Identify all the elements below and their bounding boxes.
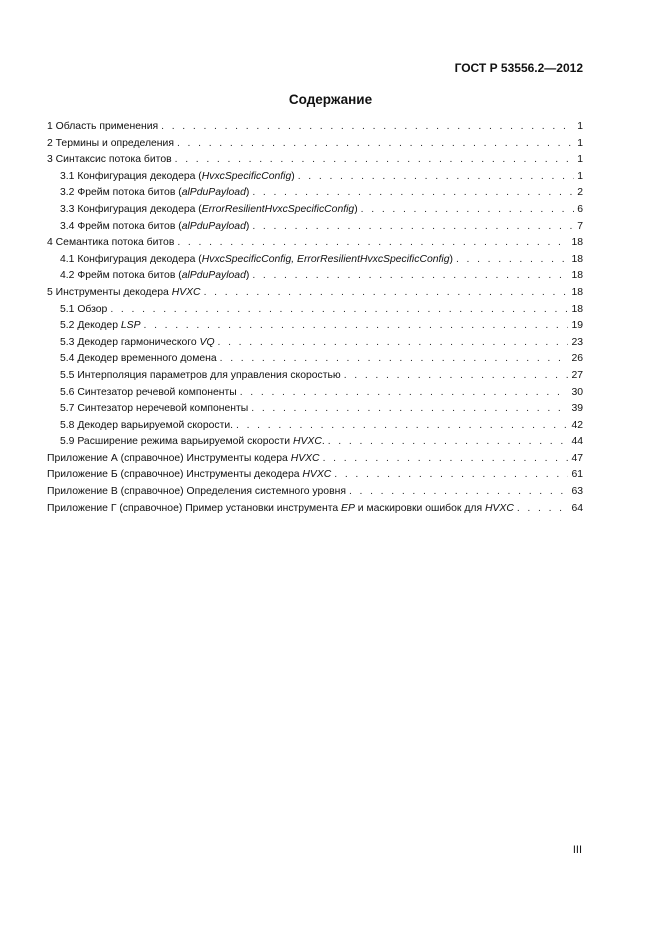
toc-entry	[47, 268, 583, 285]
toc-entry-title-part: Приложение В (справочное) Определения системного уровня	[47, 486, 346, 498]
toc-entry	[47, 351, 583, 368]
toc-entry-page: 23	[571, 336, 583, 348]
toc-dot-leader	[334, 467, 568, 484]
toc-entry-title-part: 3.4 Фрейм потока битов (	[60, 220, 182, 232]
toc-entry	[47, 302, 583, 319]
toc-entry	[47, 169, 583, 186]
toc-entry-title-part: 3.1 Конфигурация декодера (	[60, 170, 202, 182]
toc-entry-title-part: Приложение А (справочное) Инструменты кодера	[47, 452, 291, 464]
toc-entry	[47, 136, 583, 153]
toc-entry-page: 61	[571, 469, 583, 481]
toc-entry	[47, 335, 583, 352]
toc-entry-title	[60, 335, 215, 352]
toc-entry-title	[60, 368, 341, 385]
toc-entry-page: 30	[571, 386, 583, 398]
toc-dot-leader	[252, 268, 568, 285]
table-of-contents	[47, 119, 583, 517]
toc-entry-page: 7	[577, 220, 583, 232]
toc-entry-title-italic-part: alPduPayload	[181, 187, 246, 199]
toc-entry-title	[47, 484, 346, 501]
toc-entry-title-italic-part: LSP	[120, 320, 141, 332]
toc-entry-page: 6	[577, 203, 583, 215]
toc-entry	[47, 434, 583, 451]
toc-entry-title-part: Приложение Г (справочное) Пример установки инструмента	[47, 502, 342, 514]
toc-entry-title-part: )	[354, 203, 358, 215]
toc-entry	[47, 119, 583, 136]
toc-dot-leader	[251, 401, 568, 418]
toc-entry-title	[60, 418, 233, 435]
toc-entry-title	[60, 252, 453, 269]
toc-entry-page: 18	[571, 270, 583, 282]
toc-entry-title	[60, 385, 237, 402]
toc-entry-title	[60, 351, 217, 368]
toc-entry-title	[47, 152, 172, 169]
toc-entry-title	[60, 268, 249, 285]
toc-entry-title-part: )	[245, 270, 250, 282]
toc-entry-page: 47	[571, 452, 583, 464]
toc-entry-page: 63	[571, 486, 583, 498]
toc-dot-leader	[349, 484, 568, 501]
toc-entry-title-italic-part: VQ	[199, 336, 215, 348]
toc-entry	[47, 418, 583, 435]
toc-dot-leader	[517, 501, 569, 518]
toc-entry	[47, 219, 583, 236]
toc-entry	[47, 484, 583, 501]
page-number: III	[572, 844, 582, 856]
toc-entry-title-part: 5.7 Синтезатор неречевой компоненты	[60, 403, 249, 415]
toc-dot-leader	[361, 202, 575, 219]
toc-entry-title-part: 4.1 Конфигурация декодера (	[60, 253, 202, 265]
toc-entry	[47, 185, 583, 202]
toc-entry-page: 18	[571, 303, 583, 315]
toc-entry-title	[47, 451, 320, 468]
toc-entry-title	[60, 401, 248, 418]
toc-entry-page: 2	[577, 187, 583, 199]
toc-entry-title	[60, 318, 141, 335]
toc-dot-leader	[218, 335, 569, 352]
toc-entry-title-italic-part: HVXC	[484, 502, 514, 514]
toc-entry-title-part: 5.3 Декодер гармонического	[60, 336, 200, 348]
toc-dot-leader	[110, 302, 568, 319]
toc-entry	[47, 235, 583, 252]
toc-entry-title-part: 2 Термины и определения	[47, 137, 174, 149]
toc-entry-title-part: 3 Синтаксис потока битов	[47, 154, 172, 166]
toc-entry-title-part: 5 Инструменты декодера	[47, 286, 172, 298]
toc-entry-title-part: 5.8 Декодер варьируемой скорости.	[60, 419, 234, 431]
toc-entry-title-part: )	[245, 187, 250, 199]
toc-entry-page: 39	[571, 403, 583, 415]
toc-entry	[47, 401, 583, 418]
toc-entry-title-italic-part: HVXC	[171, 286, 201, 298]
toc-entry-title	[47, 235, 174, 252]
toc-entry-page: 1	[577, 121, 583, 132]
toc-entry-page: 42	[571, 419, 583, 431]
toc-entry-title	[47, 119, 158, 136]
toc-dot-leader	[323, 451, 569, 468]
toc-entry-title	[47, 285, 201, 302]
toc-dot-leader	[344, 368, 569, 385]
toc-entry-title-italic-part: HVXC	[292, 436, 322, 448]
toc-entry	[47, 385, 583, 402]
toc-entry-title-part: 5.6 Синтезатор речевой компоненты	[60, 386, 237, 398]
toc-dot-leader	[456, 252, 568, 269]
toc-entry-title	[47, 467, 331, 484]
toc-entry	[47, 467, 583, 484]
toc-entry-title-italic-part: HvxcSpecificConfig, ErrorResilientHvxcSpecificConfig	[201, 253, 450, 265]
toc-entry	[47, 318, 583, 335]
toc-entry-page: 26	[571, 353, 583, 365]
toc-entry-title-part: 5.4 Декодер временного домена	[60, 353, 217, 365]
toc-entry-title	[60, 202, 358, 219]
toc-entry-page: 19	[571, 320, 583, 332]
toc-entry-title-part: 5.9 Расширение режима варьируемой скорости	[60, 436, 293, 448]
toc-dot-leader	[177, 136, 574, 153]
toc-entry-title	[60, 185, 249, 202]
toc-dot-leader	[252, 185, 574, 202]
toc-entry-title-italic-part: alPduPayload	[181, 270, 246, 282]
toc-entry-title	[60, 219, 249, 236]
toc-entry-title-italic-part: HvxcSpecificConfig	[201, 170, 292, 182]
toc-entry-title-part: 1 Область применения	[47, 121, 159, 132]
toc-entry-title	[47, 501, 514, 518]
toc-entry-page: 27	[571, 369, 583, 381]
toc-entry-title-part: )	[449, 253, 453, 265]
toc-entry-title	[60, 302, 107, 319]
toc-entry-title	[60, 169, 295, 186]
toc-entry-page: 18	[571, 237, 583, 249]
toc-dot-leader	[144, 318, 569, 335]
toc-entry	[47, 252, 583, 269]
toc-entry-title-part: Приложение Б (справочное) Инструменты декодера	[47, 469, 303, 481]
toc-dot-leader	[298, 169, 574, 186]
toc-dot-leader	[175, 152, 575, 169]
toc-entry-page: 64	[571, 502, 583, 514]
toc-entry-title	[47, 136, 174, 153]
toc-entry-title-part: 5.5 Интерполяция параметров для управления скоростью	[60, 369, 341, 381]
toc-entry-page: 1	[577, 170, 583, 182]
toc-entry-title-part: 5.2 Декодер	[60, 320, 121, 332]
toc-dot-leader	[236, 418, 568, 435]
toc-entry	[47, 451, 583, 468]
toc-entry-title	[60, 434, 325, 451]
toc-entry-title-part: )	[291, 170, 295, 182]
toc-dot-leader	[204, 285, 569, 302]
toc-entry	[47, 501, 583, 518]
toc-dot-leader	[177, 235, 568, 252]
document-standard-code: ГОСТ Р 53556.2—2012	[454, 61, 583, 75]
toc-dot-leader	[240, 385, 569, 402]
toc-dot-leader	[328, 434, 569, 451]
toc-entry-title-part: .	[321, 436, 325, 448]
toc-entry	[47, 368, 583, 385]
toc-dot-leader	[220, 351, 569, 368]
toc-entry-title-italic-part: HVXC	[290, 452, 320, 464]
toc-entry-title-part: 3.3 Конфигурация декодера (	[60, 203, 202, 215]
toc-entry	[47, 285, 583, 302]
toc-dot-leader	[161, 119, 574, 136]
toc-entry-page: 18	[571, 286, 583, 298]
toc-dot-leader	[252, 219, 574, 236]
toc-entry-title-part: 4 Семантика потока битов	[47, 237, 175, 249]
toc-entry-page: 44	[571, 436, 583, 448]
toc-entry	[47, 202, 583, 219]
toc-entry-title-part: и маскировки ошибок для	[354, 502, 485, 514]
toc-entry-title-italic-part: ErrorResilientHvxcSpecificConfig	[201, 203, 355, 215]
toc-entry-title-part: 3.2 Фрейм потока битов (	[60, 187, 182, 199]
toc-entry-page: 1	[577, 154, 583, 166]
toc-entry-title-part: )	[245, 220, 250, 232]
toc-entry-title-part: 5.1 Обзор	[60, 303, 108, 315]
toc-entry	[47, 152, 583, 169]
toc-entry-title-italic-part: alPduPayload	[181, 220, 246, 232]
page-title: Содержание	[288, 92, 373, 107]
toc-entry-title-part: 4.2 Фрейм потока битов (	[60, 270, 182, 282]
toc-entry-page: 1	[577, 137, 583, 149]
toc-entry-title-italic-part: HVXC	[302, 469, 332, 481]
toc-entry-page: 18	[571, 253, 583, 265]
toc-entry-title-italic-part: EP	[341, 502, 355, 514]
